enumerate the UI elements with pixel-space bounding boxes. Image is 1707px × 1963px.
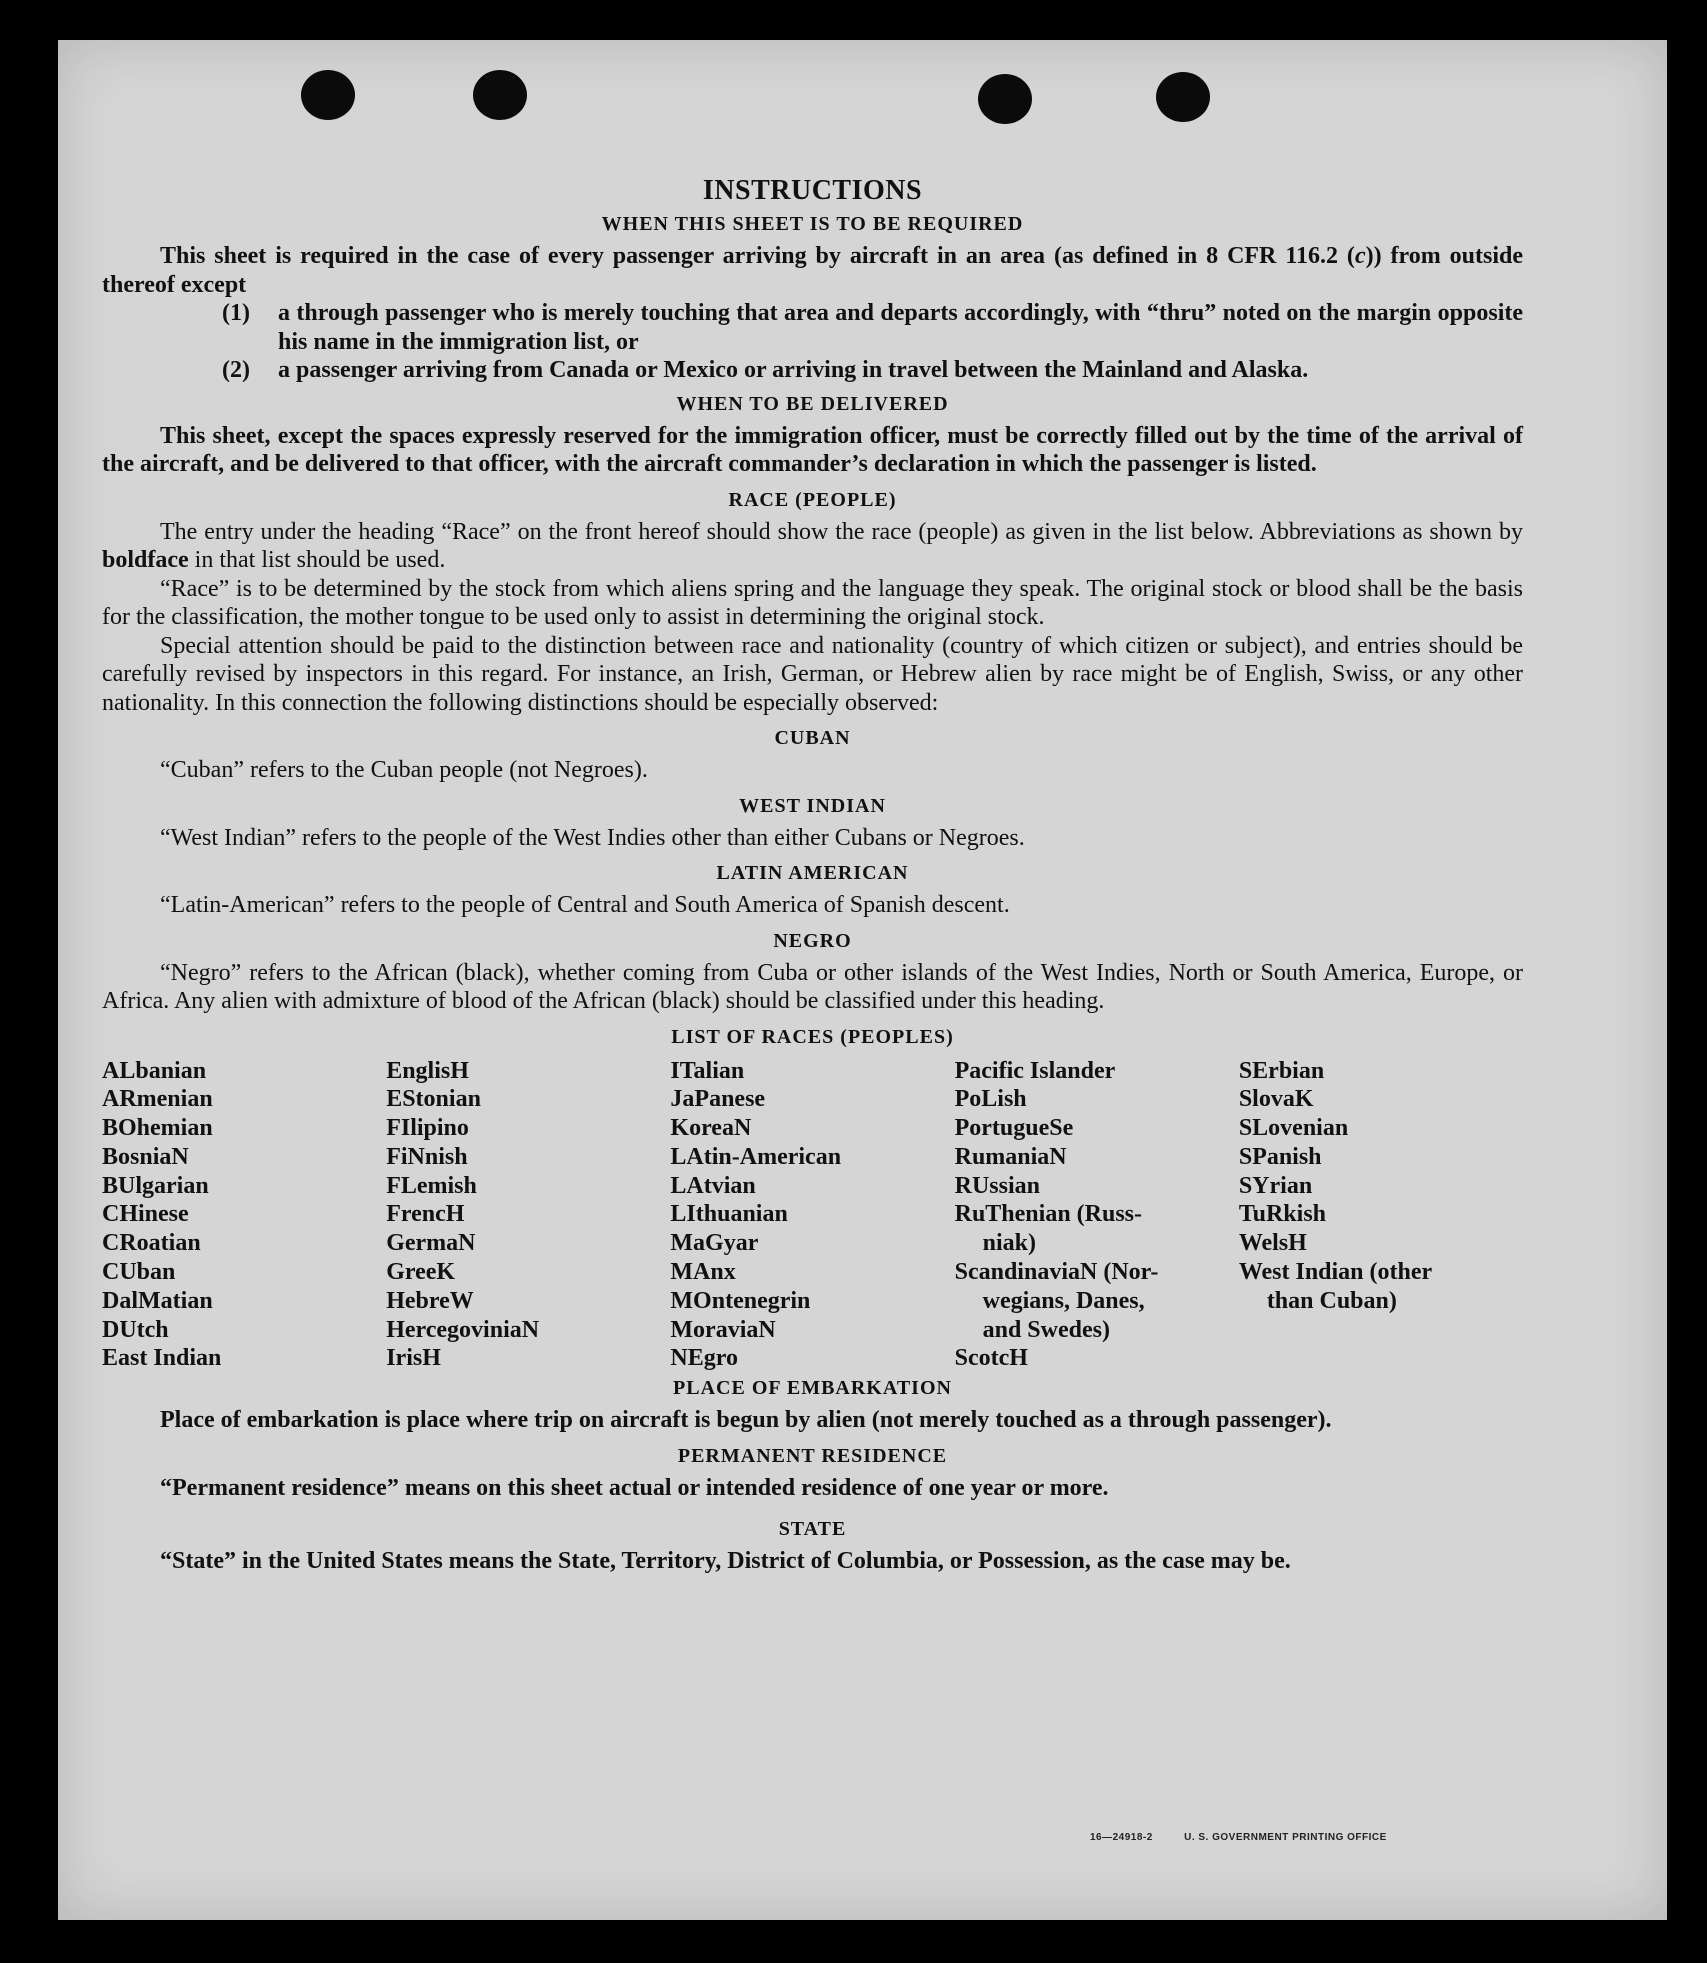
section-heading-when-required: WHEN THIS SHEET IS TO BE REQUIRED [601, 213, 1024, 235]
when-required-intro: This sheet is required in the case of every passenger arriving by aircraft in an area (as defined in 8 CFR 116.2 (c)) from outside thereof except [102, 243, 1523, 298]
race-entry: ScandinaviaN (Nor- [954, 1259, 1159, 1286]
race-entry: EStonian [386, 1086, 481, 1113]
section-heading-negro: NEGRO [773, 929, 852, 952]
race-entry: ScotcH [954, 1345, 1028, 1372]
race-entry: TuRkish [1238, 1201, 1326, 1228]
section-heading-latin-american: LATIN AMERICAN [716, 862, 909, 884]
race-entry: SPanish [1238, 1143, 1322, 1170]
race-entry: FIlipino [386, 1115, 469, 1142]
form-number: 16—24918-2 [1090, 1832, 1153, 1843]
races-column [670, 1057, 954, 1374]
race-entry: East Indian [102, 1345, 222, 1372]
when-delivered-text: This sheet, except the spaces expressly reserved for the immigration officer, must be correctly filled out by the time of the arrival of the aircraft, and be delivered to that officer, with the aircraft commander’s declaration in which the passenger is listed. [102, 422, 1523, 477]
section-heading-list-of-races: LIST OF RACES (PEOPLES) [671, 1025, 954, 1048]
race-entry: MaGyar [670, 1230, 759, 1257]
section-heading-residence: PERMANENT RESIDENCE [677, 1444, 948, 1467]
race-entry: GermaN [386, 1230, 476, 1257]
race-entry: LAtvian [670, 1172, 756, 1199]
races-column [102, 1057, 386, 1374]
race-entry: MAnx [670, 1259, 736, 1286]
race-entry: IrisH [386, 1345, 441, 1372]
section-heading-when-delivered: WHEN TO BE DELIVERED [676, 392, 949, 415]
section-heading-state: STATE [778, 1518, 847, 1541]
race-entry: HercegoviniaN [386, 1316, 540, 1343]
race-entry: MoraviaN [670, 1316, 776, 1343]
punch-hole [1156, 72, 1210, 122]
section-heading-race: RACE (PEOPLE) [728, 488, 897, 511]
race-entry: RumaniaN [954, 1143, 1067, 1170]
exception-item: (1) a through passenger who is merely touching that area and departs accordingly, with “thru” noted on the margin opposite his name in the immigration list, or [222, 300, 1523, 355]
punch-hole [301, 70, 355, 120]
race-entry: CHinese [102, 1201, 189, 1228]
race-entry: Pacific Islander [954, 1057, 1116, 1084]
race-entry: PortugueSe [954, 1115, 1074, 1142]
residence-text: “Permanent residence” means on this sheet actual or intended residence of one year or more. [160, 1474, 1109, 1501]
race-entry: RUssian [954, 1172, 1040, 1199]
race-entry: ARmenian [102, 1086, 213, 1113]
section-heading-embarkation: PLACE OF EMBARKATION [673, 1377, 952, 1400]
races-column [955, 1057, 1239, 1374]
race-entry: niak) [982, 1230, 1036, 1257]
race-entry: SErbian [1238, 1057, 1325, 1084]
race-entry: West Indian (other [1238, 1259, 1433, 1286]
punch-hole [473, 70, 527, 120]
embarkation-text: Place of embarkation is place where trip on aircraft is begun by alien (not merely touched as a through passenger). [160, 1407, 1332, 1434]
race-entry: KoreaN [670, 1115, 752, 1142]
punch-hole [978, 74, 1032, 124]
race-entry: DalMatian [102, 1287, 213, 1314]
race-entry: LIthuanian [670, 1201, 788, 1228]
race-entry: WelsH [1238, 1230, 1307, 1257]
west-indian-text: “West Indian” refers to the people of the West Indies other than either Cubans or Negroes. [160, 824, 1025, 851]
race-entry: wegians, Danes, [982, 1287, 1145, 1314]
race-entry: than Cuban) [1266, 1287, 1397, 1314]
race-entry: GreeK [386, 1259, 456, 1286]
race-paragraph-2: “Race” is to be determined by the stock from which aliens spring and the language they speak. The original stock or blood shall be the basis for the classification, the mother tongue to be used only to assist in determining the original stock. [102, 575, 1523, 630]
race-entry: and Swedes) [982, 1316, 1110, 1343]
race-entry: JaPanese [670, 1086, 766, 1113]
race-entry: BUlgarian [102, 1172, 209, 1199]
race-entry: RuThenian (Russ- [954, 1201, 1143, 1228]
races-column [386, 1057, 670, 1374]
race-entry: CRoatian [102, 1230, 201, 1257]
race-entry: SlovaK [1238, 1086, 1314, 1113]
printer-name: U. S. GOVERNMENT PRINTING OFFICE [1184, 1832, 1387, 1843]
race-paragraph-1: The entry under the heading “Race” on the front hereof should show the race (people) as given in the list below. Abbreviations as shown by boldface in that list should be used. [102, 518, 1523, 573]
race-entry: BOhemian [102, 1115, 213, 1142]
section-heading-west-indian: WEST INDIAN [739, 794, 886, 817]
negro-text: “Negro” refers to the African (black), whether coming from Cuba or other islands of the West Indies, North or South America, Europe, or Africa. Any alien with admixture of blood of the African (black) should be classified under this heading. [102, 959, 1523, 1014]
exception-item: (2) a passenger arriving from Canada or Mexico or arriving in travel between the Mainland and Alaska. [222, 357, 1309, 383]
race-entry: ITalian [670, 1057, 745, 1084]
race-entry: HebreW [386, 1287, 474, 1314]
races-list [102, 1057, 1523, 1374]
print-footer [1090, 1832, 1415, 1843]
race-entry: MOntenegrin [670, 1287, 811, 1314]
races-column [1239, 1057, 1523, 1374]
cuban-text: “Cuban” refers to the Cuban people (not Negroes). [160, 757, 648, 783]
latin-american-text: “Latin-American” refers to the people of Central and South America of Spanish descent. [160, 892, 1010, 918]
race-entry: SLovenian [1238, 1115, 1349, 1142]
race-entry: ALbanian [102, 1057, 207, 1084]
section-heading-cuban: CUBAN [774, 727, 851, 749]
page-title: INSTRUCTIONS [702, 175, 923, 206]
race-entry: SYrian [1238, 1172, 1313, 1199]
state-text: “State” in the United States means the State, Territory, District of Columbia, or Possession, as the case may be. [160, 1548, 1291, 1575]
instructions-content [102, 135, 1523, 1576]
race-entry: LAtin-American [670, 1143, 842, 1170]
race-entry: FLemish [386, 1172, 477, 1199]
race-entry: PoLish [954, 1086, 1027, 1113]
race-entry: DUtch [102, 1316, 169, 1343]
document-sheet [58, 40, 1667, 1920]
race-entry: BosniaN [102, 1143, 189, 1170]
race-entry: NEgro [670, 1345, 738, 1372]
race-entry: EnglisH [386, 1057, 469, 1084]
race-entry: FrencH [386, 1201, 465, 1228]
race-entry: CUban [102, 1259, 176, 1286]
race-paragraph-3: Special attention should be paid to the distinction between race and nationality (country of which citizen or subject), and entries should be carefully revised by inspectors in this regard. For instance, an Irish, German, or Hebrew alien by race might be of English, Swiss, or any other nationality. In this connection the following distinctions should be especially observed: [102, 632, 1523, 716]
race-entry: FiNnish [386, 1143, 468, 1170]
